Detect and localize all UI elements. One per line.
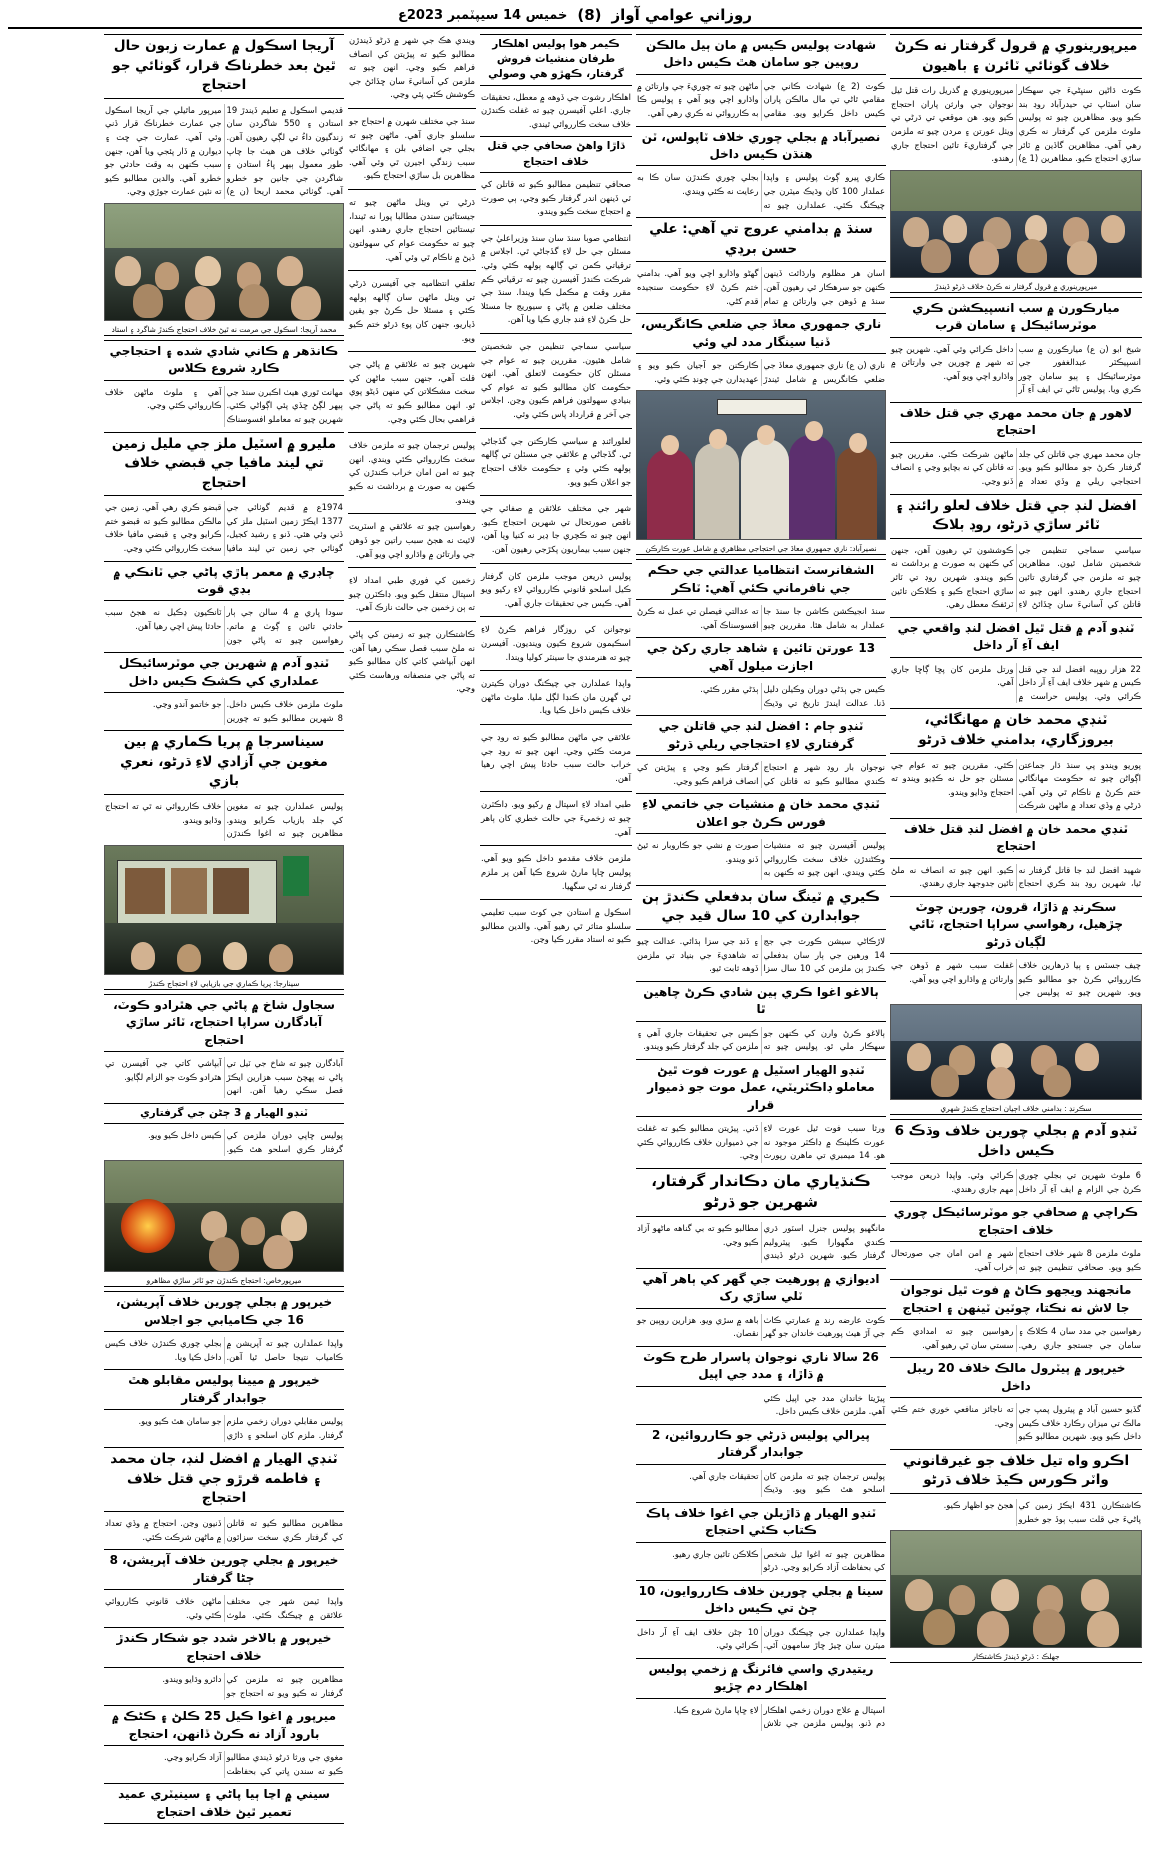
headline: چاڊري ۾ معمر ٻاڙي پاڻي جي ٽانڪي ۾ بڊي قوت bbox=[104, 561, 344, 602]
headline: خيرپور ۾ بجلي چورين خلاف آپريشن، 16 جي ڪاميابي جو اجلاس bbox=[104, 1291, 344, 1332]
headline: ٽنڊو آدم ۾ قتل ٿيل افضل لنڊ واقعي جي ايف آءِ آر داخل bbox=[890, 617, 1142, 658]
article-body: ورثا سبب فوت ٿيل عورت لاءِ عورت ڪلينڪ ۾ ڊاڪٽر موجود نه هو. 14 ميمبري تي ماهرن رپورٽ ڏني. پيڙيتن مطالبو ڪيو ته غفلت جي ذميوارن خلاف ڪارروائي ڪئي وڃي. bbox=[637, 1122, 885, 1161]
article-body: ناري (ن ع) ناري جمهوري معاڏ جي ضلعي ڪانگريس ۾ شامل ٿيندڙ ڪارڪنن جو آجيان ڪيو ويو ۽ عهديدارن جي چونڊ ڪئي وئي. bbox=[637, 359, 885, 384]
article-body: سياسي سماجي تنظيمن جي شخصيتن شامل هئيون. مقررين چيو ته عوام جي مسئلن کان حڪومت لاتعلق آهي. انهن حڪومت کان مطالبو ڪيو ته عوام کي بنيادي سهولتون فراهم ڪيون وڃن. اجلاس جي آخر ۾ قرارداد پاس ڪئي وئي. bbox=[481, 341, 631, 420]
column-5 bbox=[104, 33, 344, 1848]
headline: ٽنڊو آدم ۾ شهرين جي موٽرسائيڪل عملداري کي ڪشڪ ڪيس داخل bbox=[104, 652, 344, 693]
photo-tyre-burning bbox=[104, 1160, 344, 1272]
headline: پيرالي پوليس ڌرڻي جو ڪارروائين، 2 جوابدار گرفتار bbox=[636, 1424, 886, 1465]
article-body: پوليس عملدارن چيو ته مغوين کي جلد بازياب ڪرايو ويندو. مظاهرين چيو ته اغوا ڪندڙن خلاف ڪارروائي نه ٿي ته احتجاج وڌايو ويندو. bbox=[105, 800, 343, 839]
article-body: ملوث ملزمن خلاف ڪيس داخل. 8 شهرين مطالبو ڪيو ته چورين جو خاتمو آندو وڃي. bbox=[152, 699, 343, 723]
photo-caption: نصيرآباد: ناري جمهوري معاڏ جي احتجاجي مظاهري ۾ شامل عورت ڪارڪن bbox=[636, 543, 886, 555]
headline: ميرپور ۾ اغوا ڪيل 25 ڪلڻ ۽ ڪڻڪ ۾ بارود آزاد نه ڪرڻ ڏانهن، احتجاج bbox=[104, 1705, 344, 1746]
headline: ٽنڊو ڄام : افضل لنڊ جي قاتلن جي گرفتاري لاءِ احتجاجي ريلي ڌرڻو bbox=[636, 715, 886, 756]
article-body: طبي امداد لاءِ اسپتال ۾ رکيو ويو. ڊاڪٽرن چيو ته زخميءَ جي حالت خطري کان ٻاهر آهي. bbox=[481, 799, 631, 837]
page-number: (8) bbox=[577, 6, 602, 24]
article-body: شهيد افضل لنڊ جا قاتل گرفتار نه ٿيا، شهرين روڊ بند ڪري احتجاج ڪيو. انهن چيو ته انصاف نه ملڻ تائين جدوجهد جاري رهندي. bbox=[891, 864, 1141, 889]
article-body: اسان هر مظلوم وارڌائت ڏينهن ڪنهن جو سرهڪار ٿي رهيون آهن. سنڌ ۾ ڏوهن جي وارتائن ۾ تمام گهڻو واڌارو اچي ويو آهي. بدامني ختم ڪرڻ لاءِ حڪومت سنجيده قدم کڻي. bbox=[637, 268, 885, 306]
headline: ڪانڌهر ۾ ڪاني شادي شده ۽ احتجاجي ڪارڊ شروع ڪلاس bbox=[104, 340, 344, 381]
headline: 13 عورتن تائين ۽ شاهد جاري رکڻ جي اجازت ميلول آهي bbox=[636, 637, 886, 678]
article-body: ڪاشتڪارن 431 ايڪڙ زمين کي پاڻيءَ جي قلت سبب ٻوڏ جو خطرو هجڻ جو اظهار ڪيو. bbox=[943, 1500, 1142, 1524]
article-body: سنڌ انجيڪشن ڪاشن جا سنڌ جا عملدار به شامل هئا. مقررين چيو ته عدالتي فيصلن تي عمل نه ڪرڻ افسوسناڪ آهي. bbox=[637, 605, 885, 630]
article-body: انتظامي صوبا سنڌ سان سنڌ وزيراعليٰ جي مسئلن جي حل لاءِ گڏجاڻي ٿي. اجلاس ۾ ترقياتي ڪمن تي ڳالهه ٻولهه ڪئي وئي. شرڪت ڪندڙ آفيسرن چيو ته ترقياتي ڪم مقرر وقت ۾ مڪمل ڪيا ويندا. سنڌ جي مختلف ضلعن ۾ پاڻي ۽ سيوريج جا مسئلا حل ڪرڻ لاءِ فنڊ جاري ڪيا ويا آهن. bbox=[481, 232, 631, 325]
article-body: شهرين چيو ته علائقي ۾ پاڻي جي قلت آهي، جنهن سبب ماڻهن کي سخت مشڪلاتن کي منهن ڏيڻو پوي ٿو. انهن مطالبو ڪيو ته پاڻي جي فراهمي بحال ڪئي وڃي. bbox=[349, 359, 475, 424]
headline: خيرپور ۾ بجلي چورين خلاف آپريشن، 8 ڄڻا گرفتار bbox=[104, 1549, 344, 1590]
article-body: شهر جي مختلف علائقن ۾ صفائي جي ناقص صورتحال تي شهرين احتجاج ڪيو. انهن چيو ته ڪچري جا ڍير نه کنيا ويا آهن، جنهن سبب بيماريون پکڙجي رهيون آهن. bbox=[481, 503, 631, 554]
article-body: 6 ملوث شهرين تي بجلي چوري ڪرڻ جي الزام ۾ ايف آءِ آر داخل ڪرائي وئي. واپڊا ذريعن موجب مهم جاري رهندي. bbox=[891, 1170, 1141, 1194]
photo-farmers-sitin bbox=[890, 1530, 1142, 1648]
article-body: زخمين کي فوري طبي امداد لاءِ اسپتال منتقل ڪيو ويو. ڊاڪٽرن چيو ته ٻن زخمين جي حالت نازڪ آهي. bbox=[349, 575, 475, 613]
article-body: ملزمن خلاف مقدمو داخل ڪيو ويو آهي. پوليس ڇاپا مارڻ شروع ڪيا آهن پر ملزم گرفتار نه ٿي سگهيا. bbox=[481, 853, 631, 891]
page-grid bbox=[8, 33, 1142, 1848]
article-body: مظاهرين مطالبو ڪيو ته قاتلن کي گرفتار ڪري سخت سزائون ڏنيون وڃن. احتجاج ۾ وڏي تعداد ۾ ماڻهن شرڪت ڪئي. bbox=[105, 1517, 343, 1542]
photo-caption: ميرپورينوري ۾ قرول گرفتار نه ڪرڻ خلاف ڌرڻو ڏيندڙ bbox=[890, 281, 1142, 293]
article-body: سياسي سماجي تنظيمن جي شخصيتن شامل ٿيون. مظاهرين چيو ته ملزمن جي گرفتاري تائين احتجاج جاري رهندو. انهن چيو ته قاتلن کي آسانيءَ سان ڇڏائڻ لاءِ ڪوششون ٿي رهيون آهن، جنهن کي ڪنهن به صورت ۾ برداشت نه ڪيو ويندو. شهرين روڊ تي ٽائر ساڙي احتجاج ڪيو ۽ ڪلاڪن تائين ٽرئفڪ معطل رهي. bbox=[891, 544, 1141, 610]
headline: سيني ۾ اڃا ٻيا پاڻي ۽ سينيٽري عميد تعمير ٿيڻ خلاف احتجاج bbox=[104, 1783, 344, 1824]
article-body: آبادگارن چيو ته شاخ جي ٽيل تي پاڻي نه پهچڻ سبب هزارين ايڪڙ فصل سڪي رهيا آهن. انهن آبپاشي کاتي جي آفيسرن تي هٿرادو ڪوٽ جو الزام لڳايو. bbox=[105, 1057, 343, 1096]
headline: سنڌ ۾ بدامني عروج تي آهي: علي حسن برڊي bbox=[636, 217, 886, 262]
article-body: رهواسين جي مدد سان 4 ڪلاڪ ۽ سامان جي جستجو جاري رهي. رهواسين چيو ته امدادي ڪم سستي سان ٿي رهيو آهي. bbox=[891, 1326, 1141, 1350]
headline: ٻالاغو اغوا ڪري ٻين شادي ڪرڻ چاهين ٿا bbox=[636, 981, 886, 1022]
article-body: ڪوٽ (2 ع) شهادت ڪاني جي مقامي ٿاڻي تي مال مالڪن پاران ڪيس داخل ڪرايو ويو. مقامي ماڻهن چيو ته چوريءَ جي وارتائن ۾ واڌارو اچي ويو آهي ۽ پوليس ڪا به ڪارروائي نه ڪري رهي آهي. bbox=[637, 80, 885, 118]
headline: الشفانرسٽ انتظاميا عدالتي جي حڪم جي نافرماني ڪئي آهي: ٽاڪر bbox=[636, 559, 886, 600]
article-body: مهانت ٿوري هيٺ اڪبرن سنڌ جي ٻيهر لڳڻ ڇڏي پئي اڳواڻي ڪئي. شهرين چيو ته معاملو افسوسناڪ آهي ۽ ملوث ماڻهن خلاف ڪارروائي ڪئي وڃي. bbox=[105, 386, 343, 424]
headline: شهادت پوليس ڪيس ۾ مان ٻيل مالڪن روپين جو سامان هٿ ڪيس داخل bbox=[636, 34, 886, 75]
article-body: صحافي تنظيمن مطالبو ڪيو ته قاتلن کي ٽي ڏينهن اندر گرفتار ڪيو وڃي، ٻي صورت ۾ احتجاج سخت ڪيو ويندو. bbox=[481, 178, 631, 217]
headline: خيرپور ۾ ميينا پوليس مقابلو هٿ جوابدار گرفتار bbox=[104, 1369, 344, 1410]
headline: سينا ۾ بجلي چورين خلاف ڪارروايون، 10 ڄڻ تي ڪيس داخل bbox=[636, 1580, 886, 1621]
article-body: ڌرڻي تي ويٺل ماڻهن چيو ته جيستائين سندن مطالبا پورا نه ٿيندا، تيستائين احتجاج جاري رهندو. انهن چيو ته حڪومت عوام کي سهولتون ڏيڻ ۾ ناڪام ٿي وئي آهي. bbox=[349, 197, 475, 262]
column-2 bbox=[636, 33, 886, 1848]
article-body: چيف جسٽس ۽ ٻيا ڌرهارين خلاف ڪارروائي ڪرڻ جو مطالبو ڪيو ويو. شهرين چيو ته پوليس جي غفلت سبب شهر ۾ ڏوهن جي وارتائن ۾ واڌارو اچي ويو آهي. bbox=[891, 960, 1141, 998]
headline: ٽنڊي محمد خان ۾ افضل لنڊ قتل خلاف احتجاج bbox=[890, 818, 1142, 859]
column-1 bbox=[890, 33, 1142, 1848]
article-body: شيخ ابو (ن ع) ميارڪورن ۾ سب انسپيڪٽر عبدالغفور جي موٽرسائيڪل ۽ ٻيو سامان چور ڪري ويا. پوليس ٿاڻي تي ايف آءِ آر داخل ڪرائي وئي آهي. شهرين چيو ته شهر ۾ چورين جي وارتائن ۾ واڌارو اچي ويو آهي. bbox=[891, 343, 1141, 395]
headline: مليرو ۾ اسٽيل ملز جي مليل زمين تي ليند مافيا جي قبضي خلاف احتجاج bbox=[104, 432, 344, 497]
article-body: پوريو ويندو پي سنڌ ڌار جماعتن اڳواڻن چيو ته حڪومت مهانگائي ختم ڪرڻ ۾ ناڪام ٿي وئي آهي. ڌرڻي ۾ وڏي تعداد ۾ ماڻهن شرڪت ڪئي. مقررين چيو ته عوام جي مسئلن جو حل نه ڪڍيو ويندو ته احتجاج وڌايو ويندو. bbox=[891, 759, 1141, 811]
paper-name: روزاني عوامي آواز bbox=[611, 6, 752, 24]
article-body: جان محمد مهري جي قاتلن کي جلد گرفتار ڪرڻ جو مطالبو ڪيو ويو. احتجاجي ريلي ۾ وڏي تعداد ۾ ماڻهن شرڪت ڪئي. مقررين چيو ته قاتلن کي نه بچايو وڃي ۽ انصاف ڏنو وڃي. bbox=[891, 448, 1141, 486]
column-4 bbox=[348, 33, 476, 1848]
headline: ٽنڊي الهيار ۾ افضل لنڊ، جان محمد ۽ فاطمه قرڙو جي قتل خلاف احتجاج bbox=[104, 1447, 344, 1512]
article-body: اهلڪار رشوت جي ڏوهه ۾ معطل، تحقيقات جاري. اعلي آفيسرن چيو ته غفلت ڪندڙن خلاف سخت ڪارروائي ٿيندي. bbox=[481, 91, 631, 129]
headline: لاهور ۾ جان محمد مهري جي قتل خلاف احتجاج bbox=[890, 402, 1142, 443]
headline: خيرپور ۾ پيٽرول مالڪ خلاف 20 ريبل داخل bbox=[890, 1357, 1142, 1398]
article-body: گڏيو حسين آباد ۾ پيٽرول پمپ جي مالڪ تي ميزان رڪارڊ خلاف ڪيس داخل ڪيو ويو. شهرين مطالبو ڪيو ته ناجائز منافعي خوري ختم ڪئي وڃي. bbox=[891, 1404, 1141, 1442]
article-body: پوليس ذريعن موجب ملزمن کان گرفتار ڪيل اسلحو قانوني ڪارروائي لاءِ رکيو ويو آهي. ڪيس جي تحقيقات جاري آهي. bbox=[481, 570, 631, 608]
headline: ڪراچي ۾ صحافي جو موٽرسائيڪل چوري خلاف احتجاج bbox=[890, 1201, 1142, 1242]
issue-date: خميس 14 سيپٽمبر 2023ع bbox=[398, 7, 568, 23]
article-body: مظاهرين چيو ته ملزمن کي گرفتار نه ڪيو ويو ته احتجاج جو دائرو وڌايو ويندو. bbox=[162, 1673, 343, 1698]
headline: 26 سالا ناري نوجوان پاسرار طرح ڪوٽ ۾ ڌاڙا، ۽ مدد جي اپيل bbox=[636, 1346, 886, 1387]
article-body: ڪاشتڪارن چيو ته زمينن کي پاڻي نه ملڻ سبب فصل سڪي رهيا آهن. انهن آبپاشي کاتي کان مطالبو ڪيو ته پاڻي جي منصفانه ورهاست ڪئي وڃي. bbox=[349, 628, 475, 694]
article-body: ڪاري ڀيرو ڳوٺ پوليس ۽ واپڊا عملدار 100 کان وڌيڪ ميٽرن جي چيڪنگ ڪئي. عملدارن چيو ته بجلي چوري ڪندڙن سان ڪا به رعايت نه ڪئي ويندي. bbox=[637, 172, 885, 210]
headline: آريجا اسڪول ۾ عمارت زبون حال ٿيڻ بعد خطرناڪ قرار، گوٺائي جو احتجاج bbox=[104, 34, 344, 99]
article-body: 1974ع ۾ قديم گوٺائي جي 1377 ايڪڙ زمين اسٽيل ملز کي ڏني وئي هئي. ڏنو ۽ رشيد کجيل، گوٺائي جي زمين تي ليند مافيا قبضو ڪري رهي آهي. زمين جي مالڪن مطالبو ڪيو ته قبضو ختم ڪرايو وڃي ۽ قبضي مافيا خلاف سخت ڪارروائي ڪئي وڃي. bbox=[105, 502, 343, 554]
article-body: ملوث ملزمن 8 شهر خلاف احتجاج ڪيو ويو. صحافي تنظيمن چيو ته شهر ۾ امن امان جي صورتحال خراب آهي. bbox=[891, 1248, 1141, 1272]
article-body: سنڌ جي مختلف شهرن ۾ احتجاج جو سلسلو جاري آهي. ماڻهن چيو ته بجلي جي اضافي بلن ۽ مهانگائي سبب زندگي اجيرن ٿي وئي آهي. مظاهرين بل ساڙي احتجاج ڪيو. bbox=[349, 116, 475, 181]
article-body: علائقي جي ماڻهن مطالبو ڪيو ته روڊ جي مرمت ڪئي وڃي. انهن چيو ته روڊ جي خراب حالت سبب حادثا پيش اچي رهيا آهن. bbox=[481, 732, 631, 783]
article-body: ڪيس جي ٻڌڻي دوران وڪيلن دليل ڏنا. عدالت ايندڙ تاريخ تي وڌيڪ ٻڌڻي مقرر ڪئي. bbox=[700, 683, 885, 708]
headline: ڪنڌياري مان دڪاندار گرفتار، شهرين جو ڌرڻو bbox=[636, 1168, 886, 1218]
article-body: اسڪول ۾ استادن جي کوٽ سبب تعليمي سلسلو متاثر ٿي رهيو آهي. والدين مطالبو ڪيو ته استاد مقرر ڪيا وڃن. bbox=[481, 907, 631, 945]
headline: خيرپور ۾ بالاخر شدد جو شڪار ڪندڙ خلاف احتجاج bbox=[104, 1627, 344, 1668]
photo-caption: ميرپورخاص: احتجاج ڪندڙن جو ٽائر ساڙي مظاهرو bbox=[104, 1275, 344, 1287]
headline: ريتيدري واسي فائرنگ ۾ زخمي پوليس اهلڪار دم چڙيو bbox=[636, 1658, 886, 1699]
headline: ٽنڊو الهيار اسٽيل ۾ عورت فوت ٿيڻ معاملو ڊاڪٽريٽي، عمل موت جو ذميوار قرار bbox=[636, 1059, 886, 1117]
headline: مانجهند ويجهو ڪاڻ ۾ فوت ٿيل نوجوان جا لاش نه نڪتا، چوٽين ٽينهن ۽ احتجاج bbox=[890, 1279, 1142, 1320]
headline: اديوازي ۾ پورهيت جي گهر کي ٻاهر آهي ٽلي ساڙي رک bbox=[636, 1268, 886, 1309]
article-body: نوجوانن کي روزگار فراهم ڪرڻ لاءِ اسڪيمون شروع ڪيون وينديون. آفيسرن چيو ته هنرمندي جا سينٽر کوليا ويندا. bbox=[481, 624, 631, 662]
article-body: رهواسين چيو ته علائقي ۾ اسٽريٽ لائيٽ نه هجڻ سبب راتين جو ڏوهن جي وارتائن ۾ واڌارو اچي ويو آهي. bbox=[349, 521, 475, 559]
article-body: پوليس مقابلي دوران زخمي ملزم گرفتار. ملزم کان اسلحو ۽ ڌاڙي جو سامان هٿ ڪيو ويو. bbox=[138, 1416, 343, 1440]
article-body: واپڊا عملدارن چيو ته آپريشن ۾ ڪامياب نتيجا حاصل ٿيا آهن. بجلي چوري ڪندڙن خلاف ڪيس داخل ڪيا ويا. bbox=[105, 1338, 343, 1362]
headline: ڪيري ۾ ٽينگ سان بدفعلي ڪندڙ ٻن جوابدارن کي 10 سال قيد جي bbox=[636, 885, 886, 930]
article-body: پوليس ترجمان چيو ته ملزمن کان اسلحو هٿ ڪيو ويو. وڌيڪ تحقيقات جاري آهي. bbox=[689, 1470, 885, 1495]
article-body: مانگهيو پوليس جنرل اسٽور ڌري ڪندي مگهوارا ڪيو. پيٽروليم گرفتار ڪيو. شهرين ڌرڻو ڏيندي مطالبو ڪيو ته بي گناهه ماڻهو آزاد ڪيو وڃي. bbox=[637, 1223, 885, 1261]
column-3 bbox=[480, 33, 632, 1848]
article-body: 22 هزار روپيه افضل لنڊ جي قتل ڪيس ۾ شهر خلاف ايف آءِ آر داخل ڪرائي وئي. پوليس حراست ۾ ورتل ملزمن کان پڇا ڳاڇا جاري آهي. bbox=[891, 663, 1141, 701]
photo-caption: سڪرنڊ : بدامني خلاف اڄيان احتجاج ڪندڙ شهري bbox=[890, 1103, 1142, 1115]
photo-school-protest bbox=[104, 203, 344, 321]
headline: ٽنڊو الهيار ۾ 3 ڄڻن جي گرفتاري bbox=[104, 1103, 344, 1124]
article-body: ڪوٽ عارضه رند ۾ عمارتي ڪاٺ جي آڙ هيٺ پورهيت خاندان جو گهر باهه ۾ سڙي ويو. هزارين روپين جو نقصان. bbox=[637, 1314, 885, 1339]
article-body: لاڙڪاڻي سيشن ڪورٽ جي جج 14 ورهين جي ٻار سان بدفعلي ڪندڙ ٻن ملزمن کي 10 سال سزا ۽ ڏنڊ جي سزا ٻڌائي. عدالت چيو ته شاهديءَ جي بنياد تي ملزمن ڏوهه ثابت ٿيو. bbox=[637, 935, 885, 974]
article-body: پيڙيتا خاندان مدد جي اپيل ڪئي آهي. ملزمن خلاف ڪيس داخل. bbox=[763, 1392, 885, 1417]
headline: سڪرنڊ ۾ ڌاڙا، قرون، چورين چوٽ چڙهيل، رهواسي سراپا احتجاج، ٽائي لڳيان ڌرڻو bbox=[890, 896, 1142, 954]
headline: ٽنڊي محمد خان ۾ مهانگائي، بيروزگاري، بدامني خلاف ڌرڻو bbox=[890, 708, 1142, 753]
article-body: پوليس آفيسرن چيو ته منشيات وڪڻندڙن خلاف سخت ڪارروائي ڪئي ويندي. انهن چيو ته ڪنهن به صورت ۾ نشي جو ڪاروبار نه ٿيڻ ڏنو ويندو. bbox=[637, 839, 885, 878]
headline: سجاول شاخ ۾ پاڻي جي هٿرادو ڪوٽ، آبادگارن سراپا احتجاج، ٽائر ساڙي احتجاج bbox=[104, 994, 344, 1052]
article-body: ويندي هڪ جي شهر ۾ ڌرڻو ڏيندڙن مطالبو ڪيو ته پيڙيتن کي انصاف فراهم ڪيو وڃي. انهن چيو ته ملزمن کي آسانيءَ سان ڇڏائڻ جي ڪوشش ڪئي پئي وڃي. bbox=[349, 35, 475, 100]
article-body: پوليس ڇاپي دوران ملزمن کي گرفتار ڪري اسلحو هٿ ڪيو. ڪيس داخل ڪيو ويو. bbox=[147, 1130, 343, 1154]
article-body: تعلقي انتظاميه جي آفيسرن ڌرڻي تي ويٺل ماڻهن سان ڳالهه ٻولهه ڪئي ۽ مسئلا حل ڪرڻ جو يقين ڏياريو، جنهن کان پوءِ ڌرڻو ختم ڪيو ويو. bbox=[349, 278, 475, 343]
headline: ناري جمهوري معاڏ جي ضلعي ڪانگريس، ڏنيا سينگار مدد لي وئي bbox=[636, 313, 886, 354]
headline: سيناسرجا ۾ پريا ڪماري ۾ بين مغوين جي آزادي لاءِ ڌرڻو، نعري بازي bbox=[104, 730, 344, 795]
headline: ڌاڙا واهڻ صحافي جي قتل خلاف احتجاج bbox=[480, 136, 632, 172]
headline: ٽنڊو الهيار ۾ ڌاڙيلن جي اغوا خلاف پاڪ ڪتاب ڪٽي احتجاج bbox=[636, 1502, 886, 1543]
headline: نصيرآباد ۾ بجلي چوري خلاف ٽاپولس، ٽن هنڌن ڪيس داخل bbox=[636, 126, 886, 167]
article-body: قديمي اسڪول ۾ تعليم ڏيندڙ 19 استادن ۽ 550 شاگردن سان زندگيون داءُ تي لڳي رهيون آهن. گوٺائي خلاف هن هيٺ جا چاپ طور معمول ٻيهر ڀاءُ استادن ۽ شاگردن جي جانين جو خطرو آهي. گوٺائي محمد اريحا (ن ع) ميرپور ماٿيلي جي آريجا اسڪول جي عمارت خطرناڪ قرار ڏني وئي آهي. عمارت جي ڇت ۽ ديوارن ۾ ڏار پئجي ويا آهن، جنهن سبب ڪنهن به وقت حادثي جو خطرو آهي. والدين مطالبو ڪيو ته نئين عمارت جوڙي وڃي. bbox=[105, 104, 343, 197]
photo-caption: محمد آريجا: اسڪول جي مرمت نه ٿيڻ خلاف احتجاج ڪندڙ شاگرد ۽ استاد bbox=[104, 324, 344, 336]
headline: ٽنڊو آدم ۾ بجلي چورين خلاف وڌڪ 6 ڪيس داخل bbox=[890, 1119, 1142, 1164]
article-body: ڪوٽ ڌاڻين سنڀڻيءَ جي سهڪار سان اسٽاپ تي حيدرآباد روڊ بند ڪيو ويو. مظاهرين چيو ته پوليس ملوث ملزمن کي گرفتار نه ڪري رهي آهي. مظاهرين گاڏين ۾ ٽائر ساڙي احتجاج ڪيو. مظاهرين (1 ع) ميرپورينوري ۾ گذريل رات قتل ٿيل نوجوان جي وارثن پاران احتجاج ڪيو ويو. هن موقعي تي ڌرڻي تي ويٺل عورتن ۽ مردن چيو ته ملزمن جي گرفتاريءَ تائين احتجاج جاري رهندو. bbox=[891, 85, 1141, 164]
headline: ڪيمر هوا پوليس اهلڪار طرفان منشيات فروش گرفتار، ڪهڙو هي وصولي bbox=[480, 34, 632, 86]
article-body: لعلورائنڊ ۾ سياسي ڪارڪنن جي گڏجاڻي ٿي. گڏجاڻي ۾ علائقي جي مسئلن تي ڳالهه ٻولهه ڪئي وئي ۽ حڪومت خلاف احتجاج جو اعلان ڪيو ويو. bbox=[481, 435, 631, 487]
photo-protest-sitin bbox=[890, 170, 1142, 278]
headline: ميرپورينوري ۾ قرول گرفتار نه ڪرڻ خلاف گوٺائي ٽائرن ۽ باهيون bbox=[890, 34, 1142, 79]
photo-sakrand-protest bbox=[890, 1004, 1142, 1100]
article-body: اسپتال ۾ علاج دوران زخمي اهلڪار دم ڏنو. پوليس ملزمن جي تلاش لاءِ ڇاپا مارڻ شروع ڪيا. bbox=[673, 1704, 885, 1729]
photo-caption: سينارجا: پريا ڪماري جي بازيابي لاءِ احتجاج ڪندڙ bbox=[104, 978, 344, 990]
photo-women-rally bbox=[636, 390, 886, 540]
headline: ٽنڊي محمد خان ۾ منشيات جي خاتمي لاءِ فورس ڪرڻ جو اعلان bbox=[636, 793, 886, 834]
article-body: نوجوان بار روڊ شهر ۾ احتجاج ڪندي مطالبو ڪيو ته قاتلن کي گرفتار ڪيو وڃي ۽ پيڙيتن کي انصاف فراهم ڪيو وڃي. bbox=[637, 761, 885, 786]
headline: اڪرو واه تيل خلاف جو غيرقانوني واٽر ڪورس ڪيڏ خلاف ڌرڻو bbox=[890, 1449, 1142, 1494]
article-body: واپڊا عملدارن جي چيڪنگ دوران ڪيترن ئي گهرن مان ڪنڊا لڳل مليا. ملوث ماڻهن خلاف ڪيس داخل ڪيا ويا. bbox=[481, 678, 631, 716]
article-body: واپڊا عملدارن جي چيڪنگ دوران ميٽرن سان ڇيڙ ڇاڙ سامهون آئي. 10 ڄڻن خلاف ايف آءِ آر داخل ڪرائي وئي. bbox=[637, 1626, 885, 1651]
article-body: مظاهرين چيو ته اغوا ٿيل شخص کي بحفاظت آزاد ڪرايو وڃي. ڌرڻو ڪلاڪن تائين جاري رهيو. bbox=[672, 1548, 885, 1573]
article-body: مغوي جي ورثا ڌرڻو ڏيندي مطالبو ڪيو ته سندن ڀاتي کي بحفاظت آزاد ڪرايو وڃي. bbox=[164, 1751, 343, 1776]
article-body: ٻالاغو ڪرڻ وارن کي ڪنهن جو سهڪار ملي ٿو. پوليس چيو ته ڪيس جي تحقيقات جاري آهي ۽ ملزمن کي جلد گرفتار ڪيو ويندو. bbox=[637, 1027, 885, 1052]
headline: ميارڪورن ۾ سب انسپيڪشن ڪري موٽرسائيڪل ۽ سامان قرب bbox=[890, 297, 1142, 338]
masthead bbox=[8, 6, 1142, 29]
article-body: سودا ڀاري ۾ 4 سالن جي ٻار حادثي تائين ۽ ڳوٺ ۾ ماتم. رهواسين چيو ته پاڻي جون ٽانڪيون ڍڪيل نه هجڻ سبب حادثا پيش اچي رهيا آهن. bbox=[105, 607, 343, 645]
headline: افضل لنڊ جي قتل خلاف لعلو رائنڊ ۽ ٽائر ساڙي ڌرڻو، روڊ بلاڪ bbox=[890, 494, 1142, 539]
photo-banner-rally bbox=[104, 845, 344, 975]
photo-caption: جھلڪ : ڌرڻو ڏيندڙ ڪاشتڪار bbox=[890, 1651, 1142, 1663]
article-body: واپڊا ٽيمن شهر جي مختلف علائقن ۾ چيڪنگ ڪئي. ملوث ماڻهن خلاف قانوني ڪارروائي ڪئي وئي. bbox=[105, 1595, 343, 1620]
article-body: پوليس ترجمان چيو ته ملزمن خلاف سخت ڪارروائي ڪئي ويندي. انهن چيو ته امن امان خراب ڪندڙن کي ڪنهن به صورت ۾ برداشت نه ڪيو ويندو. bbox=[349, 440, 475, 505]
